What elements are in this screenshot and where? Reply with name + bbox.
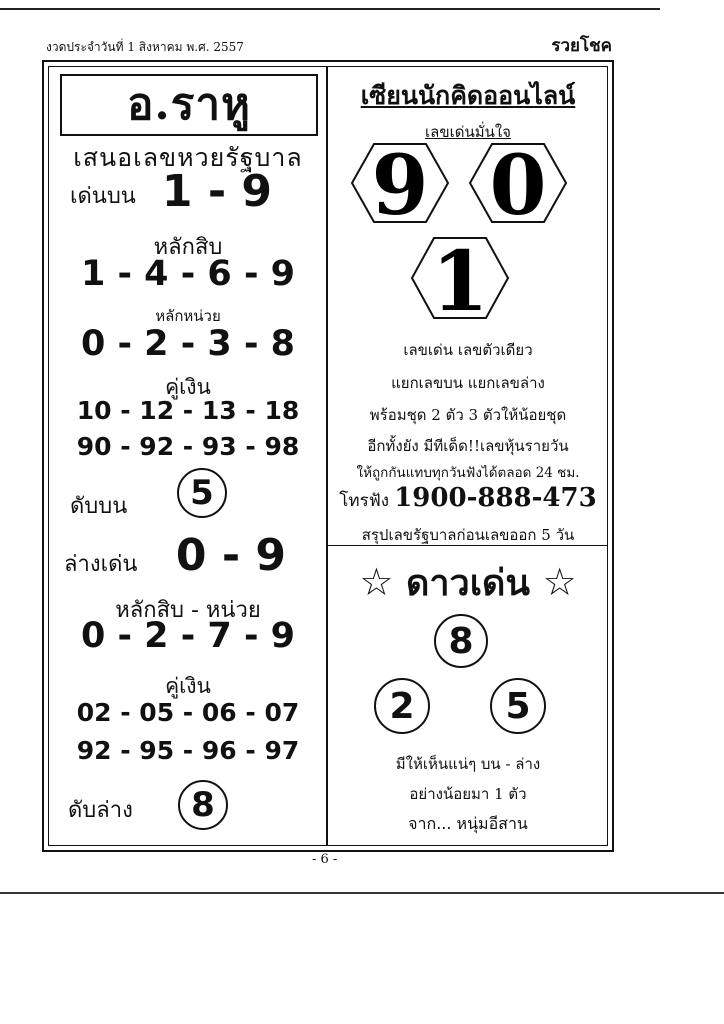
dub-bottom-circle (178, 780, 228, 830)
phone-line (328, 483, 608, 514)
promo-line-4: อีกทั้งยัง มีทีเด็ด!!เลขหุ้นรายวัน (367, 437, 569, 455)
hex-value-3: 1 (431, 236, 489, 320)
hexagon-shape (350, 142, 450, 224)
dub-top-label: ดับบน (70, 494, 128, 519)
tens-numbers: 1 - 4 - 6 - 9 (80, 254, 296, 294)
dub-bottom-value: 8 (191, 785, 215, 825)
pairs2-heading: คู่เงิน (165, 674, 211, 698)
star-icon: ☆ (359, 560, 394, 604)
issue-date: งวดประจำวันที่ 1 สิงหาคม พ.ศ. 2557 (46, 40, 244, 54)
page-bottom-rule (0, 892, 724, 894)
pairs2-row-2: 92 - 95 - 96 - 97 (76, 736, 300, 765)
star-heading (328, 554, 608, 611)
hex-number-2 (468, 142, 568, 224)
star-title: ดาวเด่น (405, 563, 531, 604)
top-label: เด่นบน (70, 184, 136, 209)
right-subtitle: เลขเด่นมั่นใจ (425, 123, 511, 141)
pairs-row-1: 10 - 12 - 13 - 18 (76, 396, 300, 425)
units-numbers: 0 - 2 - 3 - 8 (80, 324, 296, 364)
author-title: อ.ราหู (126, 79, 252, 130)
star-number-circle-3 (490, 678, 546, 734)
dub-top-value: 5 (190, 473, 214, 513)
page-number: - 6 - (312, 852, 338, 867)
star-icon: ☆ (542, 560, 577, 604)
star-number-circle-1 (434, 614, 488, 668)
bottom-label: ล่างเด่น (64, 552, 138, 577)
hexagon-shape (468, 142, 568, 224)
star-number-2: 2 (389, 685, 415, 727)
top-numbers: 1 - 9 (161, 166, 273, 217)
hex-value-2: 0 (489, 142, 547, 224)
left-subtitle: เสนอเลขหวยรัฐบาล (73, 143, 303, 172)
pairs-heading: คู่เงิน (165, 375, 211, 399)
hex-number-3 (410, 236, 510, 320)
bottom-numbers: 0 - 9 (175, 530, 287, 581)
star-number-3: 5 (505, 685, 531, 727)
author-title-box (60, 74, 318, 136)
dub-top-circle (177, 468, 227, 518)
tens-heading: หลักสิบ (153, 235, 223, 260)
section-title: รวยโชค (551, 36, 612, 56)
page-top-rule (0, 8, 660, 10)
tens-units-heading: หลักสิบ - หน่วย (115, 598, 261, 623)
pairs-row-2: 90 - 92 - 93 - 98 (76, 432, 300, 461)
phone-label: โทรฟัง (339, 491, 390, 511)
phone-number: 1900-888-473 (394, 483, 597, 513)
promo-line-2: แยกเลขบน แยกเลขล่าง (391, 374, 545, 392)
tens-units-numbers: 0 - 2 - 7 - 9 (80, 616, 296, 656)
dub-bottom-label: ดับล่าง (68, 798, 133, 823)
footer-line-3: จาก... หนุ่มอีสาน (408, 814, 528, 833)
footer-line-2: อย่างน้อยมา 1 ตัว (409, 785, 527, 803)
right-column (328, 66, 608, 846)
star-number-circle-2 (374, 678, 430, 734)
footer-line-1: มีให้เห็นแน่ๆ บน - ล่าง (395, 755, 541, 773)
right-title: เซียนนักคิดออนไลน์ (360, 81, 576, 110)
summary-line: สรุปเลขรัฐบาลก่อนเลขออก 5 วัน (361, 526, 575, 544)
promo-line-5: ให้ถูกกันแทบทุกวันฟังได้ตลอด 24 ชม. (356, 465, 580, 481)
hex-value-1: 9 (371, 142, 429, 224)
units-heading: หลักหน่วย (155, 307, 221, 325)
hex-number-1 (350, 142, 450, 224)
star-number-1: 8 (448, 620, 474, 662)
left-column (50, 66, 326, 846)
promo-line-3: พร้อมชุด 2 ตัว 3 ตัวให้น้อยชุด (369, 406, 567, 424)
pairs2-row-1: 02 - 05 - 06 - 07 (76, 698, 300, 727)
hexagon-shape (410, 236, 510, 320)
promo-line-1: เลขเด่น เลขตัวเดียว (403, 341, 533, 359)
